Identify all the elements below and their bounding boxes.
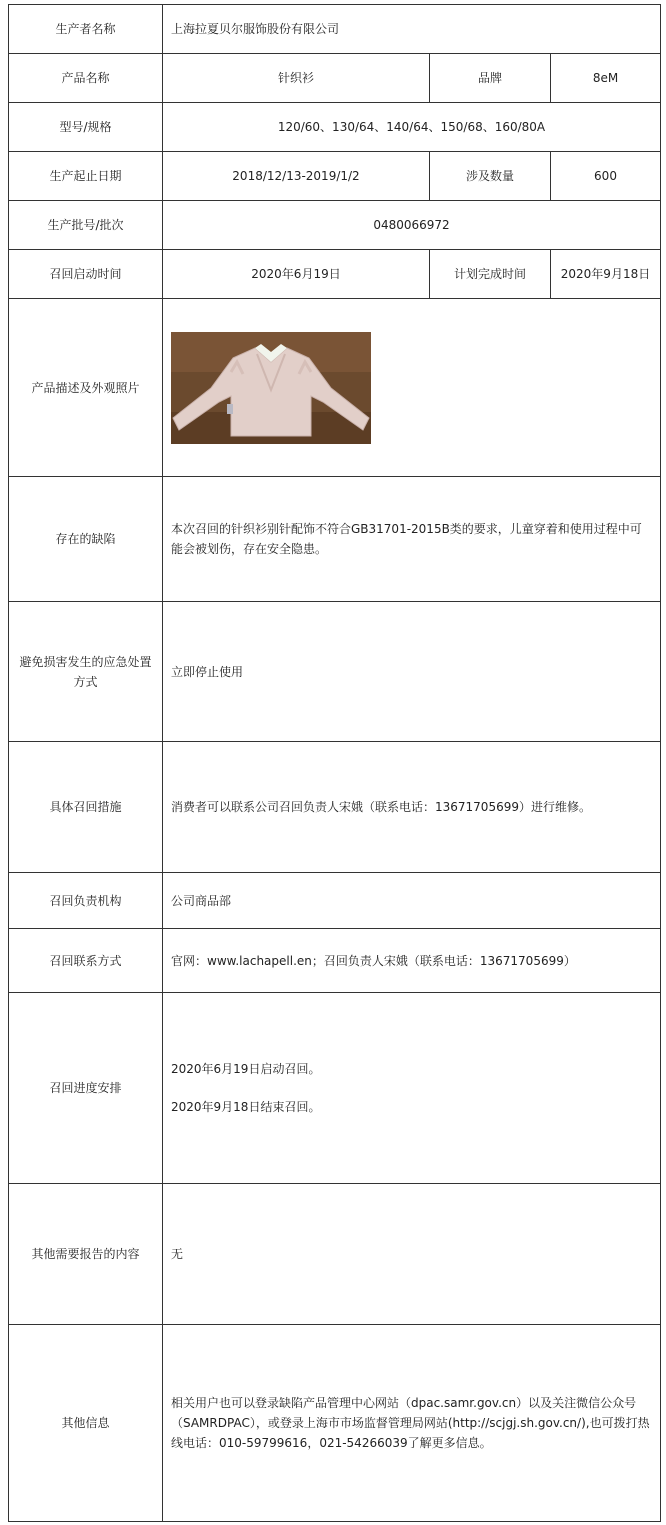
organization-label: 召回负责机构	[9, 873, 163, 929]
recall-start-value: 2020年6月19日	[163, 250, 430, 299]
defect-value: 本次召回的针织衫别针配饰不符合GB31701-2015B类的要求，儿童穿着和使用过程中可能会被划伤，存在安全隐患。	[163, 477, 661, 602]
other-report-value: 无	[163, 1184, 661, 1325]
row-manufacturer	[9, 5, 661, 54]
quantity-label: 涉及数量	[430, 152, 551, 201]
other-report-label: 其他需要报告的内容	[9, 1184, 163, 1325]
row-production-dates	[9, 152, 661, 201]
row-measures	[9, 742, 661, 873]
manufacturer-value: 上海拉夏贝尔服饰股份有限公司	[163, 5, 661, 54]
description-label: 产品描述及外观照片	[9, 299, 163, 477]
row-batch	[9, 201, 661, 250]
emergency-label: 避免损害发生的应急处置方式	[9, 602, 163, 742]
contact-value: 官网：www.lachapell.en；召回负责人宋娥（联系电话：13671705699）	[163, 929, 661, 993]
product-value: 针织衫	[163, 54, 430, 103]
measures-label: 具体召回措施	[9, 742, 163, 873]
product-photo-cell	[163, 299, 661, 477]
batch-value: 0480066972	[163, 201, 661, 250]
row-defect	[9, 477, 661, 602]
production-dates-value: 2018/12/13-2019/1/2	[163, 152, 430, 201]
product-photo	[171, 332, 371, 444]
recall-start-label: 召回启动时间	[9, 250, 163, 299]
brand-value: 8eM	[551, 54, 661, 103]
organization-value: 公司商品部	[163, 873, 661, 929]
row-schedule	[9, 993, 661, 1184]
row-product	[9, 54, 661, 103]
other-info-value: 相关用户也可以登录缺陷产品管理中心网站（dpac.samr.gov.cn）以及关注微信公众号（SAMRDPAC），或登录上海市市场监督管理局网站(http://scjgj.sh.gov.cn/),也可拨打热线电话：010-59799616，021-54266039了解更多信息。	[163, 1325, 661, 1522]
row-other-info	[9, 1325, 661, 1522]
row-description	[9, 299, 661, 477]
schedule-line-end: 2020年9月18日结束召回。	[171, 1100, 321, 1114]
model-label: 型号/规格	[9, 103, 163, 152]
schedule-line-start: 2020年6月19日启动召回。	[171, 1062, 321, 1076]
production-dates-label: 生产起止日期	[9, 152, 163, 201]
batch-label: 生产批号/批次	[9, 201, 163, 250]
row-other-report	[9, 1184, 661, 1325]
manufacturer-label: 生产者名称	[9, 5, 163, 54]
row-organization	[9, 873, 661, 929]
schedule-cell	[163, 993, 661, 1184]
schedule-label: 召回进度安排	[9, 993, 163, 1184]
other-info-label: 其他信息	[9, 1325, 163, 1522]
recall-info-table	[8, 4, 661, 1522]
brand-label: 品牌	[430, 54, 551, 103]
row-contact	[9, 929, 661, 993]
row-model	[9, 103, 661, 152]
product-label: 产品名称	[9, 54, 163, 103]
row-emergency	[9, 602, 661, 742]
measures-value: 消费者可以联系公司召回负责人宋娥（联系电话：13671705699）进行维修。	[163, 742, 661, 873]
model-value: 120/60、130/64、140/64、150/68、160/80A	[163, 103, 661, 152]
contact-label: 召回联系方式	[9, 929, 163, 993]
planned-completion-value: 2020年9月18日	[551, 250, 661, 299]
defect-label: 存在的缺陷	[9, 477, 163, 602]
row-recall-start	[9, 250, 661, 299]
planned-completion-label: 计划完成时间	[430, 250, 551, 299]
emergency-value: 立即停止使用	[163, 602, 661, 742]
quantity-value: 600	[551, 152, 661, 201]
